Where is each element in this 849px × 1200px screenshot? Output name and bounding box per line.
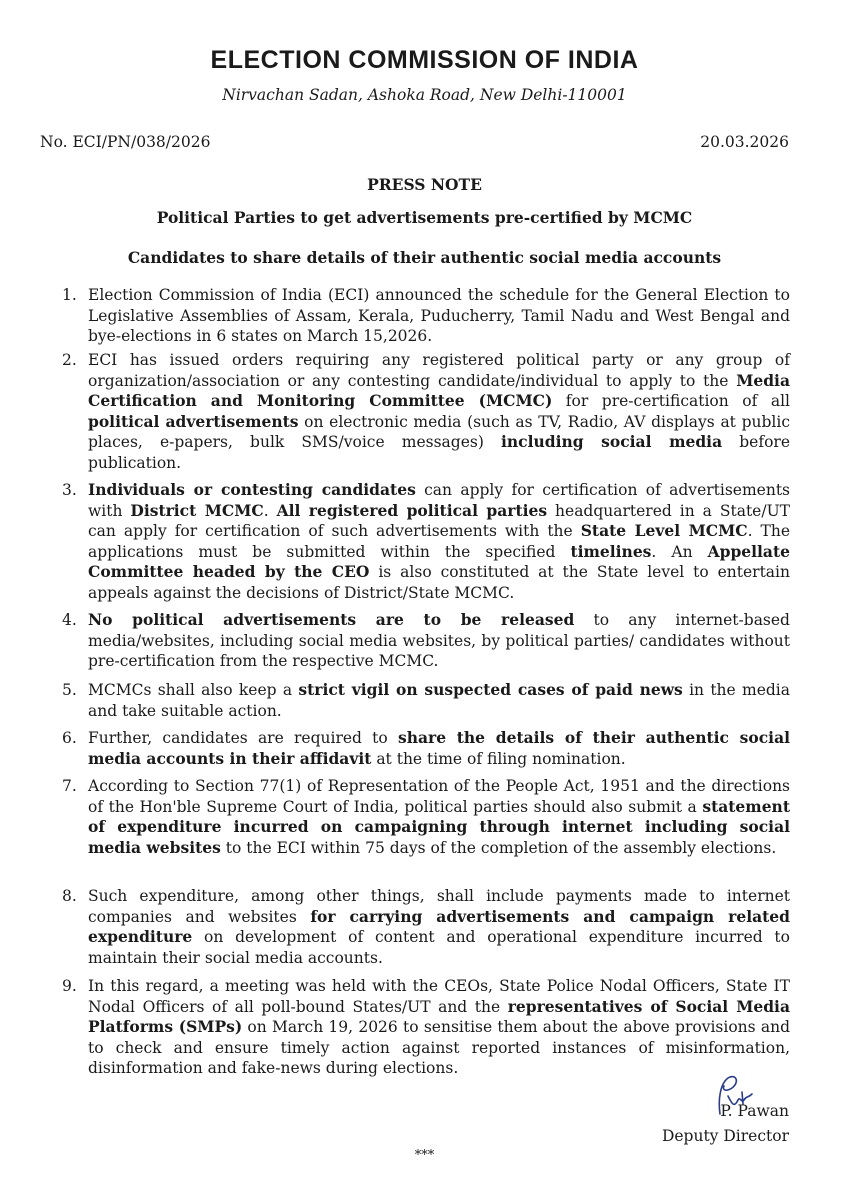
- emphasized-text: Media Certification and Monitoring Committee (MCMC): [88, 370, 790, 410]
- paragraph-text: [88, 729, 790, 768]
- paragraph-text: [88, 611, 790, 670]
- text-run: Further, candidates are required to: [88, 729, 398, 747]
- paragraph-4: [62, 610, 790, 672]
- text-run: headquartered in a State/UT can apply for certification of such advertisements with the: [88, 501, 790, 540]
- emphasized-text: share the details of their authentic social media accounts in their affidavit: [88, 728, 791, 768]
- paragraph-9: [62, 976, 790, 1079]
- text-run: is also constituted at the State level to entertain appeals against the decisions of District/State MCMC.: [88, 563, 790, 602]
- emphasized-text: for carrying advertisements and campaign related expenditure: [88, 906, 790, 946]
- signatory-name: P. Pawan: [720, 1102, 789, 1120]
- emphasized-text: timelines: [570, 541, 652, 561]
- paragraph-2: [62, 350, 791, 473]
- organization-address: Nirvachan Sadan, Ashoka Road, New Delhi-110001: [222, 86, 627, 104]
- subtitle-advertisements: Political Parties to get advertisements pre-certified by MCMC: [156, 208, 693, 227]
- signatory-designation: Deputy Director: [661, 1127, 789, 1145]
- paragraph-text: [88, 977, 790, 1077]
- paragraph-text: [88, 777, 790, 857]
- emphasized-text: including social media: [501, 432, 723, 451]
- emphasized-text: representatives of Social Media Platforms (SMPs): [88, 996, 790, 1036]
- text-run: In this regard, a meeting was held with the CEOs, State Police Nodal Officers, State IT Nodal Officers of all poll-bound States/UT and the: [88, 977, 790, 1016]
- paragraph-text: [88, 481, 790, 602]
- paragraph-number: 5.: [62, 681, 77, 699]
- paragraph-number: 2.: [62, 351, 77, 369]
- text-run: According to Section 77(1) of Representation of the People Act, 1951 and the directions of the Hon'ble Supreme Court of India, political parties should also submit a: [88, 777, 790, 816]
- text-run: . The applications must be submitted within the specified: [88, 522, 790, 561]
- emphasized-text: All registered political parties: [276, 500, 548, 520]
- paragraph-number: 1.: [62, 286, 77, 304]
- paragraph-7: [62, 776, 790, 858]
- text-run: can apply for certification of advertisements with: [88, 481, 790, 520]
- text-run: at the time of filing nomination.: [371, 749, 626, 768]
- text-run: Election Commission of India (ECI) announced the schedule for the General Election to Legislative Assemblies of Assam, Kerala, Puducherry, Tamil Nadu and West Bengal and bye-elections in 6 states on March 15,2026.: [88, 286, 790, 345]
- text-run: .: [263, 501, 277, 520]
- paragraph-text: [88, 351, 790, 472]
- text-run: . An: [651, 542, 708, 561]
- text-run: in the media and take suitable action.: [88, 681, 790, 720]
- emphasized-text: Appellate Committee headed by the CEO: [88, 541, 790, 581]
- organization-title: ELECTION COMMISSION OF INDIA: [210, 46, 639, 74]
- text-run: for pre-certification of all: [552, 392, 790, 410]
- emphasized-text: Individuals or contesting candidates: [88, 480, 416, 499]
- paragraph-text: [88, 286, 790, 345]
- text-run: to the ECI within 75 days of the completion of the assembly elections.: [220, 838, 777, 857]
- emphasized-text: No political advertisements are to be released: [88, 610, 575, 629]
- end-mark: ***: [414, 1148, 435, 1163]
- paragraph-number: 3.: [62, 481, 77, 499]
- reference-date: 20.03.2026: [700, 133, 789, 151]
- paragraph-number: 4.: [62, 611, 77, 629]
- text-run: before publication.: [88, 433, 790, 472]
- paragraph-6: [62, 728, 791, 769]
- text-run: on development of content and operational expenditure incurred to maintain their social media accounts.: [88, 928, 790, 967]
- emphasized-text: State Level MCMC: [580, 521, 748, 540]
- text-run: ECI has issued orders requiring any registered political party or any group of organization/association or any contesting candidate/individual to apply to the: [88, 351, 790, 390]
- emphasized-text: strict vigil on suspected cases of paid news: [298, 680, 683, 699]
- paragraph-number: 8.: [62, 887, 77, 905]
- reference-number: No. ECI/PN/038/2026: [40, 133, 211, 151]
- paragraph-3: [62, 480, 790, 603]
- emphasized-text: statement of expenditure incurred on campaigning through internet including social media websites: [88, 796, 790, 857]
- emphasized-text: political advertisements: [88, 411, 299, 431]
- paragraph-number: 9.: [62, 977, 77, 995]
- emphasized-text: District MCMC: [130, 500, 264, 520]
- text-run: on March 19, 2026 to sensitise them about the above provisions and to check and ensure timely action against reported instances of misinformation, disinformation and fake-news during elections.: [88, 1018, 790, 1077]
- subtitle-social-media: Candidates to share details of their authentic social media accounts: [127, 248, 722, 267]
- paragraph-text: [88, 681, 790, 720]
- text-run: on electronic media (such as TV, Radio, AV displays at public places, e-papers, bulk SMS/voice messages): [88, 412, 791, 451]
- paragraph-5: [62, 680, 790, 721]
- paragraph-text: [88, 887, 790, 967]
- paragraph-1: [62, 285, 790, 347]
- paragraph-number: 7.: [62, 777, 77, 795]
- text-run: to any internet-based media/websites, including social media websites, by political parties/ candidates without pre-certification from the respective MCMC.: [88, 611, 790, 670]
- text-run: Such expenditure, among other things, shall include payments made to internet companies and websites: [88, 887, 790, 926]
- paragraph-8: [62, 886, 790, 968]
- text-run: MCMCs shall also keep a: [88, 681, 299, 699]
- paragraph-number: 6.: [62, 729, 77, 747]
- press-note-heading: PRESS NOTE: [367, 175, 482, 194]
